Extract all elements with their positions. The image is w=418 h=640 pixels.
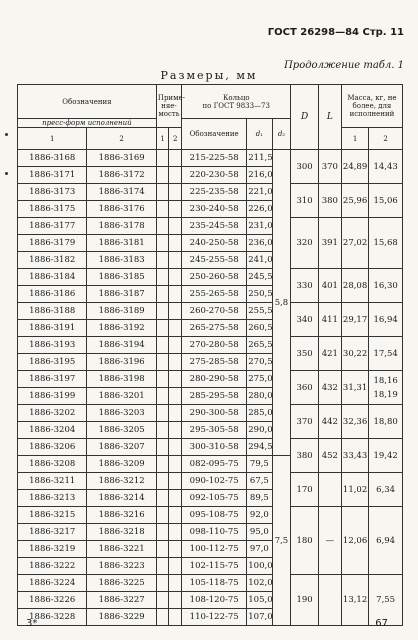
d-big-cell: 320 [291, 218, 318, 269]
table-row [18, 405, 403, 422]
designation-2-cell: 1886-3207 [87, 439, 156, 456]
designation-1-cell: 1886-3204 [18, 422, 87, 439]
mass-2-cell: 18,80 [369, 405, 403, 439]
designation-2-cell: 1886-3176 [87, 201, 156, 218]
l-cell: 380 [318, 184, 341, 218]
d-big-cell: 300 [291, 150, 318, 184]
mass-1-header: 1 [341, 128, 368, 150]
applicability-1-cell [156, 524, 169, 541]
applicability-2-cell [169, 371, 182, 388]
ring-designation-cell: 265-275-58 [182, 320, 247, 337]
mass-2-cell: 7,55 [369, 575, 403, 626]
designation-1-cell: 1886-3206 [18, 439, 87, 456]
applicability-1-cell [156, 303, 169, 320]
app-1-header: 1 [156, 128, 169, 150]
d-big-cell: 310 [291, 184, 318, 218]
ring-designation-cell: 090-102-75 [182, 473, 247, 490]
designation-1-cell: 1886-3193 [18, 337, 87, 354]
applicability-2-cell [169, 422, 182, 439]
applicability-2-cell [169, 388, 182, 405]
ring-designation-cell: 108-120-75 [182, 592, 247, 609]
applicability-1-cell [156, 150, 169, 167]
d1-cell: 250,5 [247, 286, 272, 303]
ring-designation-cell: 092-105-75 [182, 490, 247, 507]
ring-designation-cell: 230-240-58 [182, 201, 247, 218]
designation-1-cell: 1886-3217 [18, 524, 87, 541]
applicability-1-cell [156, 286, 169, 303]
applicability-2-cell [169, 456, 182, 473]
designation-2-cell: 1886-3225 [87, 575, 156, 592]
applicability-2-cell [169, 303, 182, 320]
applicability-1-cell [156, 422, 169, 439]
mass-header: Масса, кг, не более, для исполнений [341, 85, 402, 128]
applicability-1-cell [156, 609, 169, 626]
designation-1-cell: 1886-3184 [18, 269, 87, 286]
designation-2-cell: 1886-3181 [87, 235, 156, 252]
ring-designation-cell: 295-305-58 [182, 422, 247, 439]
d1-cell: 100,0 [247, 558, 272, 575]
d1-cell: 275,0 [247, 371, 272, 388]
designation-1-cell: 1886-3191 [18, 320, 87, 337]
table-row [18, 150, 403, 167]
applicability-1-cell [156, 218, 169, 235]
d1-cell: 95,0 [247, 524, 272, 541]
designation-1-cell: 1886-3168 [18, 150, 87, 167]
d-big-cell: 170 [291, 473, 318, 507]
designation-2-cell: 1886-3185 [87, 269, 156, 286]
applicability-1-cell [156, 541, 169, 558]
table-row [18, 439, 403, 456]
mass-2-cell: 15,68 [369, 218, 403, 269]
applicability-2-cell [169, 184, 182, 201]
mass-1-cell: 30,22 [341, 337, 368, 371]
ring-designation-cell: 260-270-58 [182, 303, 247, 320]
l-cell [318, 473, 341, 507]
d1-cell: 231,0 [247, 218, 272, 235]
mass-1-cell: 31,31 [341, 371, 368, 405]
mass-2-cell: 18,16 18,19 [369, 371, 403, 405]
d1-cell: 265,5 [247, 337, 272, 354]
d-big-cell: 380 [291, 439, 318, 473]
table-row [18, 269, 403, 286]
applicability-2-cell [169, 337, 182, 354]
margin-mark [5, 133, 8, 136]
table-row [18, 337, 403, 354]
ring-designation-cell: 280-290-58 [182, 371, 247, 388]
designation-2-cell: 1886-3205 [87, 422, 156, 439]
designation-1-cell: 1886-3175 [18, 201, 87, 218]
press-forms-header: пресс-форм исполнений [18, 119, 157, 128]
d1-cell: 280,0 [247, 388, 272, 405]
ring-designation-cell: 225-235-58 [182, 184, 247, 201]
d1-cell: 216,0 [247, 167, 272, 184]
applicability-2-cell [169, 609, 182, 626]
d1-cell: 285,0 [247, 405, 272, 422]
ring-designation-cell: 285-295-58 [182, 388, 247, 405]
d1-cell: 211,5 [247, 150, 272, 167]
mass-1-cell: 12,06 [341, 507, 368, 575]
applicability-2-cell [169, 405, 182, 422]
designation-1-cell: 1886-3195 [18, 354, 87, 371]
mass-2-cell: 17,54 [369, 337, 403, 371]
applicability-1-cell [156, 354, 169, 371]
table-row [18, 303, 403, 320]
designation-1-cell: 1886-3213 [18, 490, 87, 507]
designation-1-cell: 1886-3173 [18, 184, 87, 201]
mass-1-cell: 27,02 [341, 218, 368, 269]
mass-1-cell: 28,08 [341, 269, 368, 303]
l-cell [318, 575, 341, 626]
d1-cell: 245,5 [247, 269, 272, 286]
designation-1-cell: 1886-3197 [18, 371, 87, 388]
d2-header: d₂ [272, 119, 291, 150]
table-row [18, 184, 403, 201]
designation-1-cell: 1886-3202 [18, 405, 87, 422]
designation-1-cell: 1886-3224 [18, 575, 87, 592]
applicability-1-cell [156, 184, 169, 201]
ring-designation-cell: 215-225-58 [182, 150, 247, 167]
applicability-1-cell [156, 337, 169, 354]
designation-2-cell: 1886-3183 [87, 252, 156, 269]
applicability-1-cell [156, 575, 169, 592]
ring-designation-cell: 110-122-75 [182, 609, 247, 626]
ring-designation-cell: 270-280-58 [182, 337, 247, 354]
margin-mark [5, 172, 8, 175]
d1-cell: 107,0 [247, 609, 272, 626]
applicability-1-cell [156, 235, 169, 252]
l-cell: — [318, 507, 341, 575]
designation-1-cell: 1886-3215 [18, 507, 87, 524]
designation-2-cell: 1886-3178 [87, 218, 156, 235]
l-cell: 411 [318, 303, 341, 337]
table-title: Размеры, мм [160, 69, 258, 82]
mass-2-cell: 19,42 [369, 439, 403, 473]
d1-cell: 105,0 [247, 592, 272, 609]
mass-2-header: 2 [369, 128, 403, 150]
applicability-2-cell [169, 439, 182, 456]
applicability-1-cell [156, 592, 169, 609]
applicability-1-cell [156, 269, 169, 286]
applicability-1-cell [156, 507, 169, 524]
applicability-2-cell [169, 320, 182, 337]
applicability-1-cell [156, 388, 169, 405]
designation-2-cell: 1886-3227 [87, 592, 156, 609]
designation-2-cell: 1886-3192 [87, 320, 156, 337]
applicability-2-cell [169, 575, 182, 592]
d1-cell: 270,5 [247, 354, 272, 371]
mass-2-cell: 16,30 [369, 269, 403, 303]
d1-cell: 92,0 [247, 507, 272, 524]
applicability-2-cell [169, 507, 182, 524]
applicability-1-cell [156, 167, 169, 184]
ring-designation-cell: 245-255-58 [182, 252, 247, 269]
d1-cell: 241,0 [247, 252, 272, 269]
mass-1-cell: 29,17 [341, 303, 368, 337]
designation-2-cell: 1886-3209 [87, 456, 156, 473]
applicability-1-cell [156, 439, 169, 456]
table-row [18, 218, 403, 235]
applicability-2-cell [169, 201, 182, 218]
designation-2-cell: 1886-3194 [87, 337, 156, 354]
mass-1-cell: 25,96 [341, 184, 368, 218]
designation-1-cell: 1886-3222 [18, 558, 87, 575]
applicability-2-cell [169, 252, 182, 269]
d1-cell: 290,0 [247, 422, 272, 439]
d2-cell: 7,5 [272, 456, 291, 626]
applicability-1-cell [156, 320, 169, 337]
ring-designation-cell: 105-118-75 [182, 575, 247, 592]
designation-2-cell: 1886-3223 [87, 558, 156, 575]
d2-cell: 5,8 [272, 150, 291, 456]
ring-designation-cell: 102-115-75 [182, 558, 247, 575]
d1-cell: 97,0 [247, 541, 272, 558]
mass-1-cell: 24,89 [341, 150, 368, 184]
applicability-2-cell [169, 473, 182, 490]
d1-cell: 294,5 [247, 439, 272, 456]
applicability-1-cell [156, 456, 169, 473]
applicability-2-cell [169, 218, 182, 235]
designation-1-cell: 1886-3179 [18, 235, 87, 252]
applicability-1-cell [156, 405, 169, 422]
designation-2-cell: 1886-3203 [87, 405, 156, 422]
col-1-header: 1 [18, 128, 87, 150]
ring-designation-cell: 220-230-58 [182, 167, 247, 184]
mass-1-cell: 33,43 [341, 439, 368, 473]
ring-header: Кольцо по ГОСТ 9833—73 [182, 85, 291, 119]
l-header: L [318, 85, 341, 150]
mass-2-cell: 14,43 [369, 150, 403, 184]
d-big-header: D [291, 85, 318, 150]
app-2-header: 2 [169, 128, 182, 150]
designation-1-cell: 1886-3211 [18, 473, 87, 490]
designation-2-cell: 1886-3174 [87, 184, 156, 201]
ring-designation-cell: 255-265-58 [182, 286, 247, 303]
mass-2-cell: 6,94 [369, 507, 403, 575]
ring-designation-cell: 275-285-58 [182, 354, 247, 371]
designation-2-cell: 1886-3198 [87, 371, 156, 388]
footer-left: 3* [26, 618, 38, 629]
mass-1-cell: 32,36 [341, 405, 368, 439]
dimensions-table [17, 84, 403, 626]
l-cell: 421 [318, 337, 341, 371]
mass-2-cell: 15,06 [369, 184, 403, 218]
designation-1-cell: 1886-3182 [18, 252, 87, 269]
applicability-2-cell [169, 541, 182, 558]
ring-designation-header: Обозначение [182, 119, 247, 150]
ring-designation-cell: 240-250-58 [182, 235, 247, 252]
d1-cell: 226,0 [247, 201, 272, 218]
designation-1-cell: 1886-3219 [18, 541, 87, 558]
l-cell: 452 [318, 439, 341, 473]
l-cell: 442 [318, 405, 341, 439]
designation-2-cell: 1886-3187 [87, 286, 156, 303]
applicability-1-cell [156, 252, 169, 269]
d1-cell: 79,5 [247, 456, 272, 473]
ring-designation-cell: 095-108-75 [182, 507, 247, 524]
d-big-cell: 370 [291, 405, 318, 439]
ring-designation-cell: 235-245-58 [182, 218, 247, 235]
applicability-header: Приме- няе- мость [156, 85, 181, 128]
mass-1-cell: 11,02 [341, 473, 368, 507]
d1-header: d₁ [247, 119, 272, 150]
d1-cell: 102,0 [247, 575, 272, 592]
d-big-cell: 350 [291, 337, 318, 371]
continuation-label: Продолжение табл. 1 [284, 60, 404, 71]
mass-1-cell: 13,12 [341, 575, 368, 626]
applicability-2-cell [169, 150, 182, 167]
applicability-2-cell [169, 490, 182, 507]
designation-2-cell: 1886-3189 [87, 303, 156, 320]
designation-1-cell: 1886-3208 [18, 456, 87, 473]
designation-2-cell: 1886-3172 [87, 167, 156, 184]
d1-cell: 255,5 [247, 303, 272, 320]
standard-number: ГОСТ 26298—84 [267, 27, 360, 38]
designation-1-cell: 1886-3177 [18, 218, 87, 235]
ring-designation-cell: 300-310-58 [182, 439, 247, 456]
applicability-2-cell [169, 354, 182, 371]
applicability-2-cell [169, 269, 182, 286]
col-2-header: 2 [87, 128, 156, 150]
ring-designation-cell: 100-112-75 [182, 541, 247, 558]
designation-2-cell: 1886-3218 [87, 524, 156, 541]
ring-designation-cell: 082-095-75 [182, 456, 247, 473]
applicability-1-cell [156, 473, 169, 490]
designation-1-cell: 1886-3171 [18, 167, 87, 184]
l-cell: 432 [318, 371, 341, 405]
d1-cell: 221,0 [247, 184, 272, 201]
designation-2-cell: 1886-3169 [87, 150, 156, 167]
l-cell: 391 [318, 218, 341, 269]
designation-2-cell: 1886-3212 [87, 473, 156, 490]
designation-1-cell: 1886-3186 [18, 286, 87, 303]
d-big-cell: 190 [291, 575, 318, 626]
designation-2-cell: 1886-3201 [87, 388, 156, 405]
applicability-2-cell [169, 167, 182, 184]
applicability-1-cell [156, 490, 169, 507]
mass-2-cell: 16,94 [369, 303, 403, 337]
d-big-cell: 180 [291, 507, 318, 575]
designation-1-cell: 1886-3188 [18, 303, 87, 320]
designation-2-cell: 1886-3196 [87, 354, 156, 371]
mass-2-cell: 6,34 [369, 473, 403, 507]
designation-1-cell: 1886-3199 [18, 388, 87, 405]
applicability-2-cell [169, 286, 182, 303]
applicability-1-cell [156, 558, 169, 575]
applicability-2-cell [169, 524, 182, 541]
table-row [18, 575, 403, 592]
table-row [18, 473, 403, 490]
designation-header: Обозначения [18, 85, 157, 119]
d1-cell: 89,5 [247, 490, 272, 507]
d1-cell: 67,5 [247, 473, 272, 490]
d1-cell: 260,5 [247, 320, 272, 337]
applicability-1-cell [156, 201, 169, 218]
d-big-cell: 330 [291, 269, 318, 303]
d-big-cell: 360 [291, 371, 318, 405]
designation-2-cell: 1886-3216 [87, 507, 156, 524]
l-cell: 370 [318, 150, 341, 184]
designation-1-cell: 1886-3226 [18, 592, 87, 609]
ring-designation-cell: 098-110-75 [182, 524, 247, 541]
designation-2-cell: 1886-3214 [87, 490, 156, 507]
page-header [268, 27, 404, 38]
applicability-2-cell [169, 558, 182, 575]
page-number: 67 [375, 618, 388, 629]
table-row [18, 371, 403, 388]
ring-designation-cell: 250-260-58 [182, 269, 247, 286]
ring-designation-cell: 290-300-58 [182, 405, 247, 422]
designation-2-cell: 1886-3229 [87, 609, 156, 626]
l-cell: 401 [318, 269, 341, 303]
designation-1-cell: 1886-3228 [18, 609, 87, 626]
applicability-1-cell [156, 371, 169, 388]
d-big-cell: 340 [291, 303, 318, 337]
applicability-2-cell [169, 592, 182, 609]
page-label: Стр. 11 [362, 27, 404, 38]
table-row [18, 507, 403, 524]
d1-cell: 236,0 [247, 235, 272, 252]
table-body [18, 150, 403, 626]
designation-2-cell: 1886-3221 [87, 541, 156, 558]
applicability-2-cell [169, 235, 182, 252]
